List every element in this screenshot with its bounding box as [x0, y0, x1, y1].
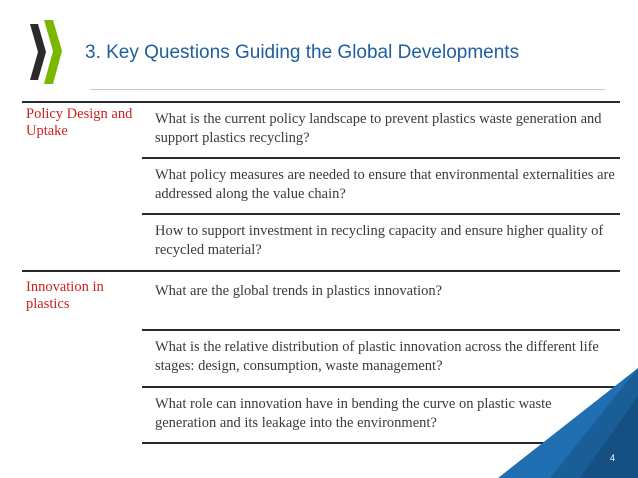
row-divider: [142, 329, 620, 331]
category-innovation: Innovation in plastics: [26, 279, 104, 312]
oecd-logo-icon: [26, 18, 70, 88]
question-text: What is the relative distribution of plastic innovation across the different life stages: design, consumption, waste management?: [155, 339, 599, 374]
category-policy-design: Policy Design and Uptake: [26, 106, 133, 139]
title-divider: [90, 89, 605, 90]
row-divider: [142, 213, 620, 215]
page-number: 4: [610, 453, 616, 463]
question-text: What is the current policy landscape to prevent plastics waste generation and support plastics recycling?: [155, 111, 602, 146]
slide-title: 3. Key Questions Guiding the Global Developments: [85, 42, 520, 63]
question-text: What role can innovation have in bending the curve on plastic waste generation and its leakage into the environment?: [155, 396, 552, 431]
section-divider: [22, 270, 620, 272]
question-text: What policy measures are needed to ensure that environmental externalities are addressed along the value chain?: [155, 167, 615, 202]
question-text: How to support investment in recycling capacity and ensure higher quality of recycled material?: [155, 223, 604, 258]
corner-decoration: [498, 368, 638, 478]
question-text: What are the global trends in plastics innovation?: [155, 283, 443, 299]
row-divider: [142, 157, 620, 159]
section-divider: [22, 101, 620, 103]
